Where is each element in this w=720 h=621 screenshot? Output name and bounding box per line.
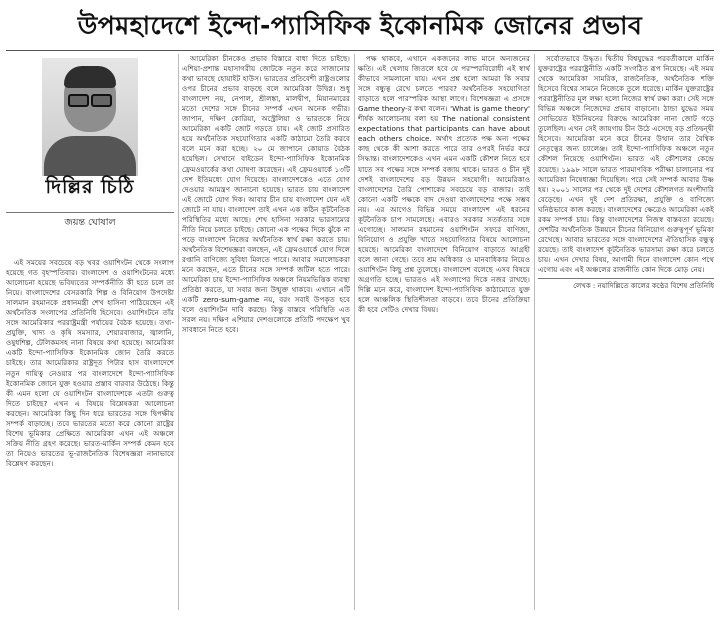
body-text: এই সময়ের সবচেয়ে বড় খবর ওয়াশিংটন থেকে সংলাপ হয়েছে গত বৃহস্পতিবার। বাংলাদেশ ও ওয়াশিংটনের মধ্যে আলোচনা হয়েছে ভবিষ্যতের সম্পর্কনীতি কী হতে চলে তা নিয়ে। বাংলাদেশের বেসরকারি শিল্প ও বিনিয়োগ উপদেষ্টা সালমান রহমানকে প্রধানমন্ত্রী শেখ হাসিনা পাঠিয়েছেন এই অর্থনৈতিক সংলাপের প্রতিনিধি হিসেবে। ওয়াশিংটনে তাঁর সঙ্গে আমেরিকার পররাষ্ট্রমন্ত্রী পর্যায়ের বৈঠক হয়েছে। তথ্য-প্রযুক্তি, খাদ্য ও কৃষি সমস্যার, শেয়ারবাজার, জ্বালানি, ওষুধশিল্প, টেলিকমসহ নানা বিষয়ে কথা হয়েছে। আমেরিকা একটি ইন্দো-প্যাসিফিক ইকোনমিক জোন তৈরি করতে চাইছে। তার আমেরিকার রাষ্ট্রদূত পিটার হাস বাংলাদেশে নতুন দায়িত্ব নেওয়ার পর বাংলাদেশে ইন্দো-প্যাসিফিক ইকোনমিক জোনে যুক্ত হওয়ার প্রস্তাব বারবার উঠেছে। কিন্তু কী এমন হলো যে ওয়াশিংটন বাংলাদেশকে এতটা গুরুত্ব দিতে চাইছে? এখন এ বিষয়ে বিশ্লেষকরা আলোচনা করছেন। আমেরিকা কিছু দিন ধরে ভারতের সঙ্গে দ্বিপক্ষীয় সম্পর্ক বাড়াচ্ছে। তবে ভারতের মতো করে কোনো রাষ্ট্রের বিশেষ ভূমিকার প্রেক্ষিতে আমেরিকা এখন এই অঞ্চলে সক্রিয় নীতি গ্রহণ করেছে। ভারত-মার্কিন সম্পর্ক কেমন হবে তা নিয়েও ভারতের ভূ-রাজনৈতিক বিশেষজ্ঞরা নানাভাবে বিশ্লেষণ করছেন। bbox=[6, 258, 174, 468]
body-text: পক্ষ থাকবে, এখানে একজনের লাভ মানে অন্যজনের ক্ষতি। এই খেলায় জিতলে হবে যে পরস্পরবিরোধী এই স্বার্থ কীভাবে সামলানো যায়। এখন প্রশ্ন হলো আমরা কি সবার সঙ্গে বন্ধুত্ব রেখে চলতে পারব? অর্থনৈতিক সহযোগিতা বাড়াতে হলে পারস্পরিক আস্থা লাগে। বিশেষজ্ঞরা এ প্রসঙ্গে Game theory-র কথা বলেন। 'What is game theory' শীর্ষক আলোচনায় বলা হয় The national consistent expectations that participants can have about each others choice. অর্থাৎ প্রত্যেক পক্ষ অন্য পক্ষের কাছ থেকে কী আশা করতে পারে তার ওপরই নির্ভর করে সিদ্ধান্ত। বাংলাদেশকেও এখন এমন একটি কৌশল নিতে হবে যাতে সব পক্ষের সঙ্গে সম্পর্ক বজায় থাকে। ভারত ও চীন দুই দেশই বাংলাদেশের বড় উন্নয়ন সহযোগী। আমেরিকাও বাংলাদেশের তৈরি পোশাকের সবচেয়ে বড় বাজার। তাই কোনো একটি পক্ষকে বাদ দেওয়া বাংলাদেশের পক্ষে সম্ভব নয়। এর আগেও বিভিন্ন সময়ে বাংলাদেশ এই ধরনের কূটনৈতিক চাপ সামলেছে। এবারও সরকার সতর্কতার সঙ্গে এগোচ্ছে। সালমান রহমানের ওয়াশিংটন সফরে বাণিজ্য, বিনিয়োগ ও প্রযুক্তি খাতে সহযোগিতার বিষয়ে আলোচনা হয়েছে। আমেরিকা বাংলাদেশে বিনিয়োগ বাড়াতে আগ্রহী বলে জানা গেছে। তবে শ্রম অধিকার ও মানবাধিকার নিয়েও ওয়াশিংটন কিছু প্রশ্ন তুলেছে। বাংলাদেশ বলেছে এসব বিষয়ে অগ্রগতি হচ্ছে। ভারতও এই সংলাপের দিকে নজর রাখছে। দিল্লি মনে করে, বাংলাদেশ ইন্দো-প্যাসিফিক কাঠামোতে যুক্ত হলে আঞ্চলিক স্থিতিশীলতা বাড়বে। তবে চীনের প্রতিক্রিয়া কী হবে সেটিও দেখার বিষয়। bbox=[358, 54, 530, 315]
column-4 bbox=[538, 54, 714, 610]
column-1 bbox=[6, 54, 174, 610]
column-name: দিল্লির চিঠি bbox=[45, 176, 135, 198]
column-divider bbox=[178, 54, 179, 610]
footnote-rule bbox=[538, 278, 714, 279]
glasses-icon bbox=[68, 94, 112, 104]
author-photo bbox=[42, 58, 138, 176]
author-footnote: লেখক : নয়াদিল্লিতে কালের কণ্ঠের বিশেষ প্রতিনিধি bbox=[573, 282, 714, 291]
article-body bbox=[6, 54, 714, 610]
column-divider bbox=[354, 54, 355, 610]
byline-rule bbox=[6, 212, 174, 213]
headline-rule bbox=[6, 50, 714, 51]
column-divider bbox=[534, 54, 535, 610]
headline: উপমহাদেশে ইন্দো-প্যাসিফিক ইকোনমিক জোনের প্রভাব bbox=[77, 10, 643, 40]
author-box bbox=[6, 54, 174, 254]
byline: জয়ন্ত ঘোষাল bbox=[64, 217, 116, 228]
column-3 bbox=[358, 54, 530, 610]
body-text: আমেরিকা চীনকেও প্রভাব বিস্তারে বাধা দিতে চাইছে। এশিয়া-প্রশান্ত মহাসাগরীয় জোটকে নতুন করে সাজানোর কথা ভাবছে হোয়াইট হাউস। ভারতের প্রতিবেশী রাষ্ট্রগুলোর ওপর চীনের প্রভাব বাড়ছে বলে আমেরিকা উদ্বিগ্ন। শুধু বাংলাদেশ নয়, নেপাল, শ্রীলঙ্কা, মালদ্বীপ, মিয়ানমারের মতো দেশের সঙ্গে চীনের সম্পর্ক এখন অনেক গভীর। জাপান, দক্ষিণ কোরিয়া, অস্ট্রেলিয়া ও ভারতকে নিয়ে আমেরিকা একটি জোট গড়তে চায়। এই জোট প্রসারিত হয়ে অর্থনৈতিক সহযোগিতার একটি কাঠামো তৈরি করবে বলে মনে করা হচ্ছে। ২০ মে জাপানে কোয়াড বৈঠক হয়েছিল। সেখানে বাইডেন ইন্দো-প্যাসিফিক ইকোনমিক ফ্রেমওয়ার্কের কথা ঘোষণা করেছেন। এই ফ্রেমওয়ার্কে ১৩টি দেশ ইতিমধ্যে যোগ দিয়েছে। বাংলাদেশকেও এতে যোগ দেওয়ার আমন্ত্রণ জানানো হয়েছে। ভারত চায় বাংলাদেশ এই জোটে যোগ দিক। আবার চীন চায় বাংলাদেশ যেন এই জোটে না যায়। বাংলাদেশ তাই এখন এক কঠিন কূটনৈতিক পরিস্থিতির মধ্যে আছে। শেখ হাসিনা সরকার ভারসাম্যের নীতি নিয়ে চলতে চাইছে। কোনো এক পক্ষের দিকে ঝুঁকে না পড়ে বাংলাদেশ নিজের অর্থনৈতিক স্বার্থ রক্ষা করতে চায়। অর্থনৈতিক বিশেষজ্ঞরা বলছেন, এই ফ্রেমওয়ার্কে যোগ দিলে রপ্তানি বাণিজ্যে সুবিধা মিলতে পারে। আবার সমালোচকরা মনে করছেন, এতে চীনের সঙ্গে সম্পর্ক জটিল হতে পারে। আমেরিকা চায় ইন্দো-প্যাসিফিক অঞ্চলে নিয়মভিত্তিক ব্যবস্থা প্রতিষ্ঠা করতে, যা সবার জন্য উন্মুক্ত থাকবে। এখানে এটি একটি zero-sum-game নয়, বরং সবাই উপকৃত হবে বলে ওয়াশিংটন দাবি করছে। কিন্তু বাস্তবে পরিস্থিতি এত সরল নয়। দক্ষিণ এশিয়ার দেশগুলোকে প্রতিটি পদক্ষেপ খুব সাবধানে নিতে হবে। bbox=[182, 54, 350, 335]
body-text: সর্বোতভাবে উদ্ধৃত। দ্বিতীয় বিশ্বযুদ্ধের পরবর্তীকালে মার্কিন যুক্তরাষ্ট্রের পররাষ্ট্রনীতি একটি সংগঠিত রূপ নিয়েছে। এই সময় থেকে আমেরিকা সামরিক, রাজনৈতিক, অর্থনৈতিক শক্তি হিসেবে বিশ্বের সামনে নিজেকে তুলে ধরেছে। মার্কিন যুক্তরাষ্ট্রের পররাষ্ট্রনীতির মূল লক্ষ্য হলো নিজের স্বার্থ রক্ষা করা। সেই সঙ্গে বিভিন্ন অঞ্চলে নিজেদের প্রভাব বাড়ানো। ঠান্ডা যুদ্ধের সময় সোভিয়েত ইউনিয়নের বিরুদ্ধে আমেরিকা নানা জোট গড়ে তুলেছিল। এখন সেই জায়গায় চীন উঠে এসেছে বড় প্রতিদ্বন্দ্বী হিসেবে। আমেরিকা মনে করে চীনের উত্থান তার বৈশ্বিক নেতৃত্বের জন্য চ্যালেঞ্জ। তাই ইন্দো-প্যাসিফিক অঞ্চলে নতুন কৌশল নিয়েছে ওয়াশিংটন। ভারত এই কৌশলের কেন্দ্রে রয়েছে। ১৯৯৮ সালে ভারত পারমাণবিক পরীক্ষা চালানোর পর আমেরিকা নিষেধাজ্ঞা দিয়েছিল। পরে সেই সম্পর্ক আবার উষ্ণ হয়। ২০০১ সালের পর থেকে দুই দেশের কৌশলগত অংশীদারি বেড়েছে। এখন দুই দেশ প্রতিরক্ষা, প্রযুক্তি ও বাণিজ্যে ঘনিষ্ঠভাবে কাজ করছে। বাংলাদেশের ক্ষেত্রেও আমেরিকা একই রকম সম্পর্ক চায়। কিন্তু বাংলাদেশের নিজস্ব বাস্তবতা রয়েছে। দেশটির অর্থনৈতিক উন্নয়নে চীনের বিনিয়োগ গুরুত্বপূর্ণ ভূমিকা রেখেছে। আবার ভারতের সঙ্গে বাংলাদেশের ঐতিহাসিক বন্ধুত্ব রয়েছে। তাই বাংলাদেশ কূটনৈতিক ভারসাম্য রক্ষা করে চলতে চায়। এখন দেখার বিষয়, আগামী দিনে বাংলাদেশ কোন পথে এগোয় এবং এই অঞ্চলের রাজনীতি কোন দিকে মোড় নেয়। bbox=[538, 54, 714, 274]
column-2 bbox=[182, 54, 350, 610]
